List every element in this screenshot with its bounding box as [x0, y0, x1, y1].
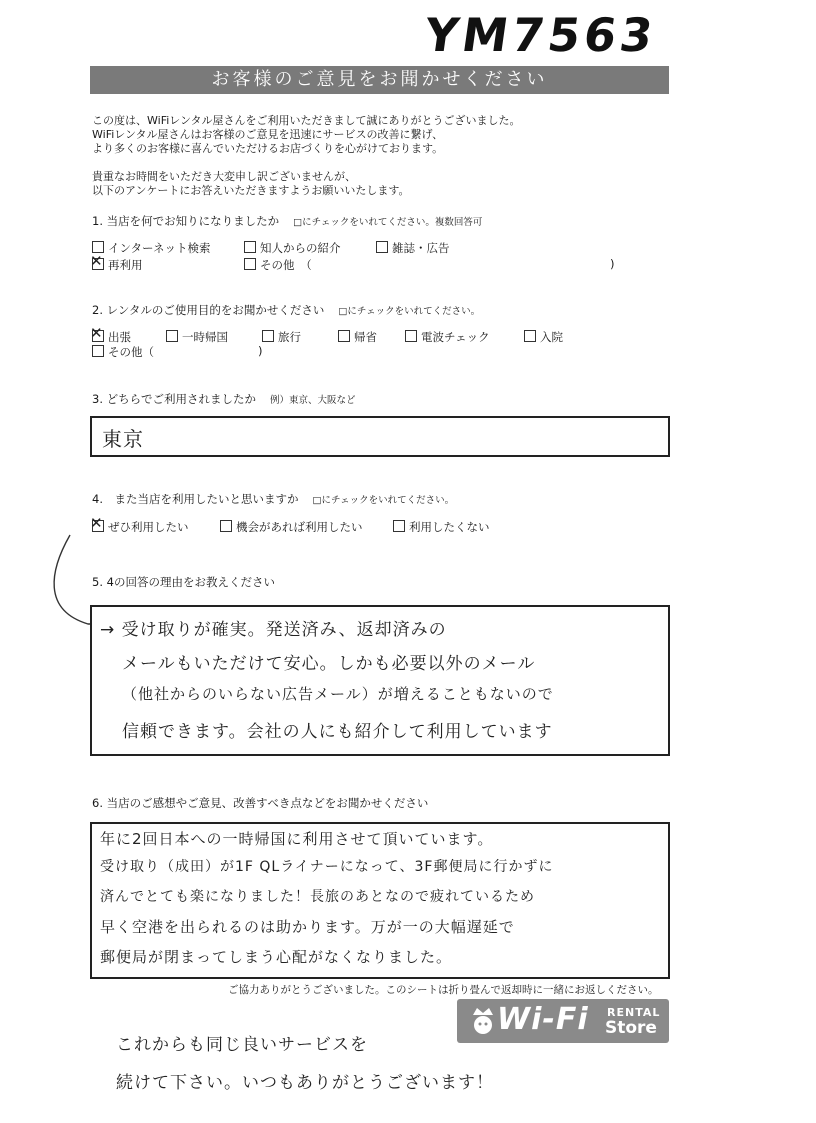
- footer-thanks: ご協力ありがとうございました。このシートは折り畳んで返却時に一緒にお返しください。: [228, 984, 659, 996]
- q4-option-definitely[interactable]: ✕ぜひ利用したい: [92, 519, 189, 535]
- checkbox[interactable]: [92, 345, 104, 357]
- q1-option-magazine[interactable]: 雑誌・広告: [376, 240, 450, 256]
- intro-line-5: 以下のアンケートにお答えいただきますようお願いいたします。: [92, 184, 410, 197]
- q2-note: □にチェックをいれてください。: [338, 306, 481, 317]
- mascot-icon: [469, 1005, 497, 1035]
- q1-label: 1. 当店を何でお知りになりましたか □にチェックをいれてください。複数回答可: [92, 214, 483, 228]
- intro-line-1: この度は、WiFiレンタル屋さんをご利用いただきまして誠にありがとうございました。: [92, 114, 521, 127]
- q5-answer-box[interactable]: [90, 605, 670, 756]
- checkbox[interactable]: [524, 330, 536, 342]
- wifi-rental-store-logo: [457, 999, 669, 1043]
- q1-option-other[interactable]: その他 （: [244, 257, 312, 273]
- q4-option-if-chance[interactable]: 機会があれば利用したい: [220, 519, 363, 535]
- intro-line-4: 貴重なお時間をいただき大変申し訳ございませんが、: [92, 170, 356, 183]
- q2-option-homecoming[interactable]: 帰省: [338, 329, 377, 345]
- intro-line-3: より多くのお客様に喜んでいただけるお店づくりを心がけております。: [92, 142, 444, 155]
- q2-other-close: ): [258, 344, 263, 358]
- q6-answer-line-4: 早く空港を出られるのは助かります。万が一の大幅遅延で: [100, 918, 515, 936]
- checkbox[interactable]: [376, 241, 388, 253]
- checkbox[interactable]: [262, 330, 274, 342]
- q6-answer-box[interactable]: [90, 822, 670, 979]
- q5-answer-line-3: （他社からのいらない広告メール）が増えることもないので: [122, 685, 554, 703]
- q6-label: 6. 当店のご感想やご意見、改善すべき点などをお聞かせください: [92, 796, 429, 810]
- q2-label: 2. レンタルのご使用目的をお聞かせください □にチェックをいれてください。: [92, 303, 481, 317]
- checkbox[interactable]: [393, 520, 405, 532]
- closing-line-2: 続けて下さい。いつもありがとうございます！: [116, 1073, 494, 1093]
- page-title: お客様のご意見をお聞かせください: [90, 66, 669, 94]
- q3-label: 3. どちらでご利用されましたか 例）東京、大阪など: [92, 392, 356, 406]
- q6-answer-line-3: 済んでとても楽になりました！長旅のあとなので疲れているため: [100, 889, 535, 905]
- q3-answer: 東京: [102, 427, 144, 451]
- q2-option-other[interactable]: その他（: [92, 344, 154, 360]
- q6-answer-line-5: 郵便局が閉まってしまう心配がなくなりました。: [100, 948, 453, 966]
- q4-label: 4. また当店を利用したいと思いますか □にチェックをいれてください。: [92, 492, 455, 506]
- q1-option-reuse[interactable]: ✕再利用: [92, 257, 143, 273]
- q1-other-close: ): [610, 257, 615, 271]
- q5-answer-line-4: 信頼できます。会社の人にも紹介して利用しています: [122, 722, 553, 742]
- checkbox-checked[interactable]: [92, 258, 104, 270]
- checkbox[interactable]: [220, 520, 232, 532]
- q2-option-travel[interactable]: 旅行: [262, 329, 301, 345]
- q5-label: 5. 4の回答の理由をお教えください: [92, 575, 275, 589]
- q1-option-referral[interactable]: 知人からの紹介: [244, 240, 341, 256]
- logo-rental-text: RENTAL: [607, 1006, 661, 1019]
- checkbox-checked[interactable]: [92, 330, 104, 342]
- checkbox[interactable]: [244, 241, 256, 253]
- q4-note: □にチェックをいれてください。: [312, 495, 455, 506]
- q5-answer-line-2: メールもいただけて安心。しかも必要以外のメール: [122, 654, 536, 674]
- closing-line-1: これからも同じ良いサービスを: [116, 1035, 368, 1055]
- q2-option-temp-return[interactable]: 一時帰国: [166, 329, 228, 345]
- q5-answer-line-1: → 受け取りが確実。発送済み、返却済みの: [100, 620, 447, 640]
- q6-answer-line-2: 受け取り（成田）が1F QLライナーになって、3F郵便局に行かずに: [100, 859, 554, 875]
- q1-option-internet[interactable]: インターネット検索: [92, 240, 210, 256]
- logo-wifi-text: Wi-Fi: [497, 1002, 589, 1037]
- q2-option-hospital[interactable]: 入院: [524, 329, 563, 345]
- q3-note: 例）東京、大阪など: [270, 395, 356, 406]
- q1-note: □にチェックをいれてください。複数回答可: [293, 217, 483, 228]
- serial-number: YM7563: [421, 8, 660, 62]
- q2-option-business[interactable]: ✕出張: [92, 329, 131, 345]
- q2-option-signal-check[interactable]: 電波チェック: [405, 329, 490, 345]
- q4-option-no[interactable]: 利用したくない: [393, 519, 490, 535]
- checkbox[interactable]: [405, 330, 417, 342]
- checkbox[interactable]: [244, 258, 256, 270]
- checkbox[interactable]: [338, 330, 350, 342]
- intro-line-2: WiFiレンタル屋さんはお客様のご意見を迅速にサービスの改善に繋げ、: [92, 128, 444, 141]
- logo-store-text: Store: [605, 1018, 657, 1038]
- q3-answer-box[interactable]: [90, 416, 670, 457]
- q6-answer-line-1: 年に2回日本への一時帰国に利用させて頂いています。: [100, 830, 494, 848]
- checkbox[interactable]: [166, 330, 178, 342]
